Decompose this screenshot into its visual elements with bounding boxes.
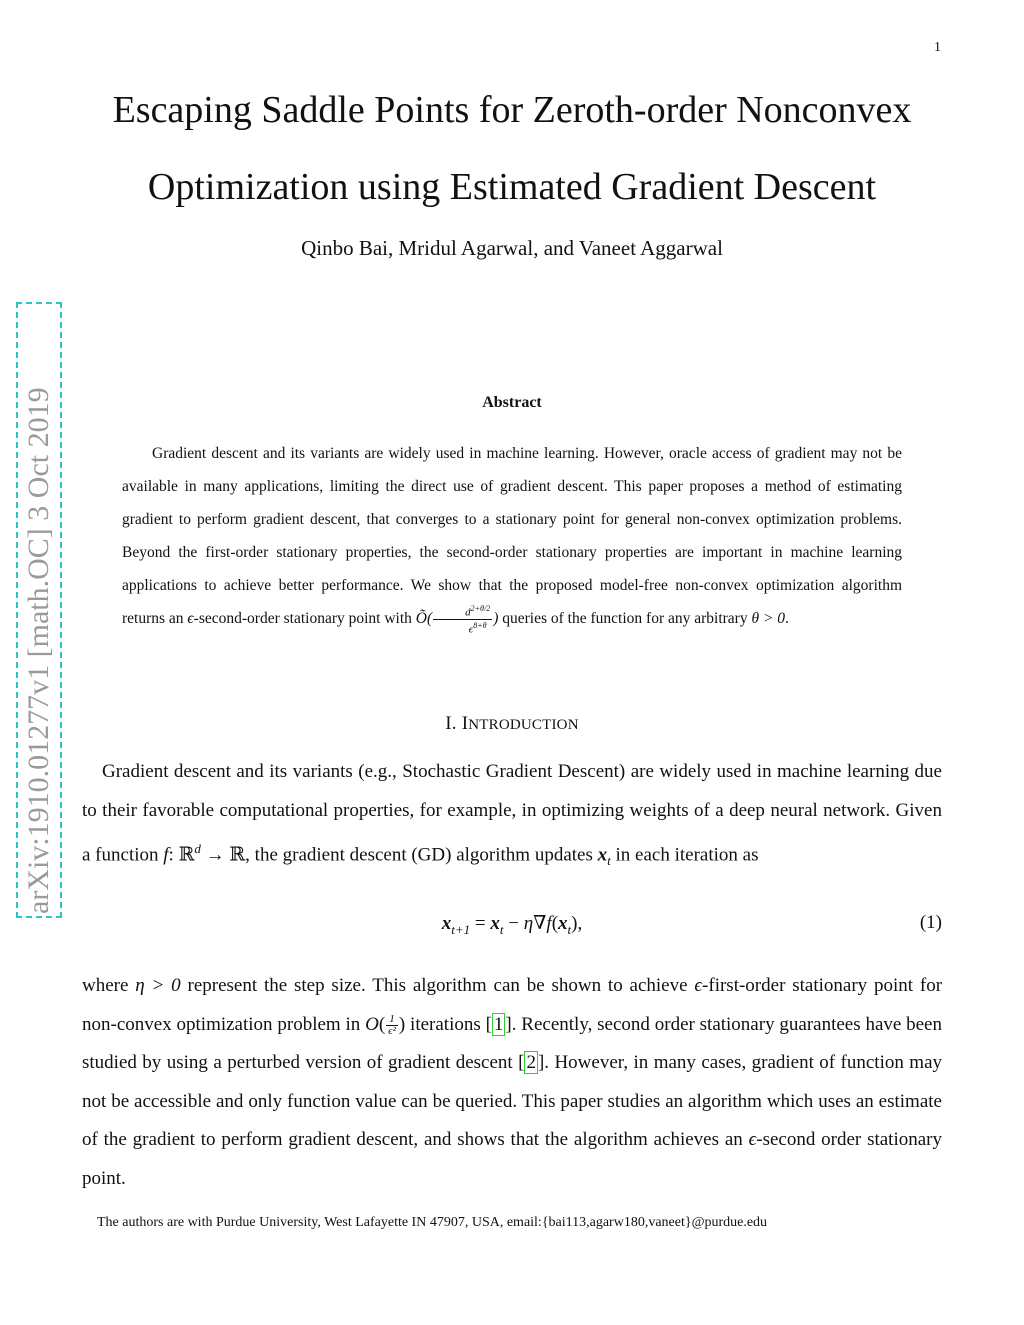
abstract-body (122, 437, 902, 636)
author-list: Qinbo Bai, Mridul Agarwal, and Vaneet Aggarwal (301, 236, 723, 260)
iteration-fraction (386, 1014, 398, 1037)
math-subscript-t: t (607, 853, 611, 869)
o-tilde-symbol: Õ (415, 610, 427, 627)
abstract-text: queries of the function for any arbitrary (498, 610, 752, 627)
fraction-numerator: d (465, 606, 471, 619)
paragraph-text: , the gradient descent (GD) algorithm updates (245, 844, 598, 866)
denominator-exponent: 8+θ (473, 620, 487, 630)
title-line-2: Optimization using Estimated Gradient Descent (147, 166, 877, 208)
paragraph-text: . Recently, second order stationary guarantees have been studied by using a perturbed version of gradient descent (82, 1013, 942, 1073)
page-number: 1 (934, 40, 941, 55)
paragraph-text: iterations (405, 1013, 486, 1035)
math-eta-condition: η > 0 (135, 975, 181, 996)
fraction-denominator: ϵ (468, 623, 474, 636)
paragraph-text: -second order stationary point. (82, 1129, 942, 1189)
paragraph-text: Gradient descent and its variants (e.g., Stochastic Gradient Descent) are widely used in machine learning due to their favorable computational properties, for example, in optimizing weights of a deep neural network. Given a function (82, 761, 942, 866)
math-x: x (597, 844, 608, 866)
big-o-symbol: O (365, 1013, 379, 1035)
fraction-numerator: 1 (386, 1014, 398, 1026)
section-title-initial: I (461, 713, 469, 734)
paragraph-text: . However, in many cases, gradient of function may not be accessible and only function value can be queried. This paper studies an algorithm which uses an estimate of the gradient to perform gradient descent, and shows that the algorithm achieves an (82, 1052, 943, 1150)
epsilon-symbol: ϵ (187, 610, 194, 627)
abstract-text: . (785, 610, 789, 627)
equation-number: (1) (919, 912, 942, 933)
math-f: f (163, 844, 169, 866)
paper-title (60, 72, 964, 226)
theta-condition: θ > 0 (751, 610, 786, 627)
math-dimension: d (194, 841, 201, 856)
author-affiliation-footnote: The authors are with Purdue University, West Lafayette IN 47907, USA, email:{bai113,agarw180,vaneet}@purdue.edu (97, 1215, 768, 1230)
complexity-bound: Õ( $\frac{d^{2+\theta/2}}{\epsilon^{8+\theta}}$ ) (415, 604, 499, 636)
section-title-rest: NTRODUCTION (468, 717, 579, 733)
citation-link-1[interactable]: 1 (493, 1013, 504, 1035)
equation-1 (82, 908, 942, 944)
numerator-exponent: 2+θ/2 (470, 604, 491, 614)
arxiv-identifier[interactable]: arXiv:1910.01277v1 [math.OC] 3 Oct 2019 (22, 387, 55, 914)
math-codomain: → ℝ (200, 844, 246, 866)
abstract-heading: Abstract (482, 394, 542, 411)
complexity-fraction (433, 603, 492, 635)
paragraph-text: -first-order stationary point for non-convex optimization problem in (82, 975, 943, 1035)
abstract-text: Gradient descent and its variants are widely used in machine learning. However, oracle access of gradient may not be available in many applications, limiting the direct use of gradient descent. This paper proposes a method of estimating gradient to perform gradient descent, that converges to a stationary point for general non-convex optimization problems. Beyond the first-order stationary properties, the second-order stationary properties are important in machine learning applications to achieve better performance. We show that the proposed model-free non-convex optimization algorithm returns an (122, 445, 902, 627)
math-domain: : ℝ (168, 844, 195, 866)
section-numeral: I. (445, 713, 457, 734)
fraction-denominator: ϵ² (388, 1024, 396, 1037)
paragraph-text: where (82, 975, 136, 996)
equation-body: $x_{t+1} = x_t - \eta\nabla f(x_t)$, (441, 913, 583, 937)
citation-link-2[interactable]: 2 (526, 1052, 536, 1073)
abstract-text: -second-order stationary point with (193, 610, 416, 627)
intro-paragraph-1 (82, 753, 942, 881)
paragraph-text: represent the step size. This algorithm can be shown to achieve (180, 975, 695, 996)
paragraph-text: in each iteration as (610, 844, 759, 866)
title-line-1: Escaping Saddle Points for Zeroth-order Nonconvex (112, 89, 912, 131)
intro-paragraph-2: where η > 0 represent the step size. This algorithm can be shown to achieve ϵ-first-order stationary point for non-convex optimization problem in O( $\frac{1}{\text{ϵ²}}$ ) iterations [ 1 ]. Recently, second order stationary guarantees have been studied by using a perturbed version of gradient descent [ 2 ]. However, in many cases, gradient of function may not be accessible and only function value can be queried. This paper studies an algorithm which uses an estimate of the gradient to perform gradient descent, and shows that the algorithm achieves an ϵ-second order stationary point. (82, 975, 943, 1189)
section-heading-introduction (0, 713, 1024, 735)
epsilon-symbol: ϵ (694, 975, 703, 996)
epsilon-symbol: ϵ (748, 1129, 757, 1150)
